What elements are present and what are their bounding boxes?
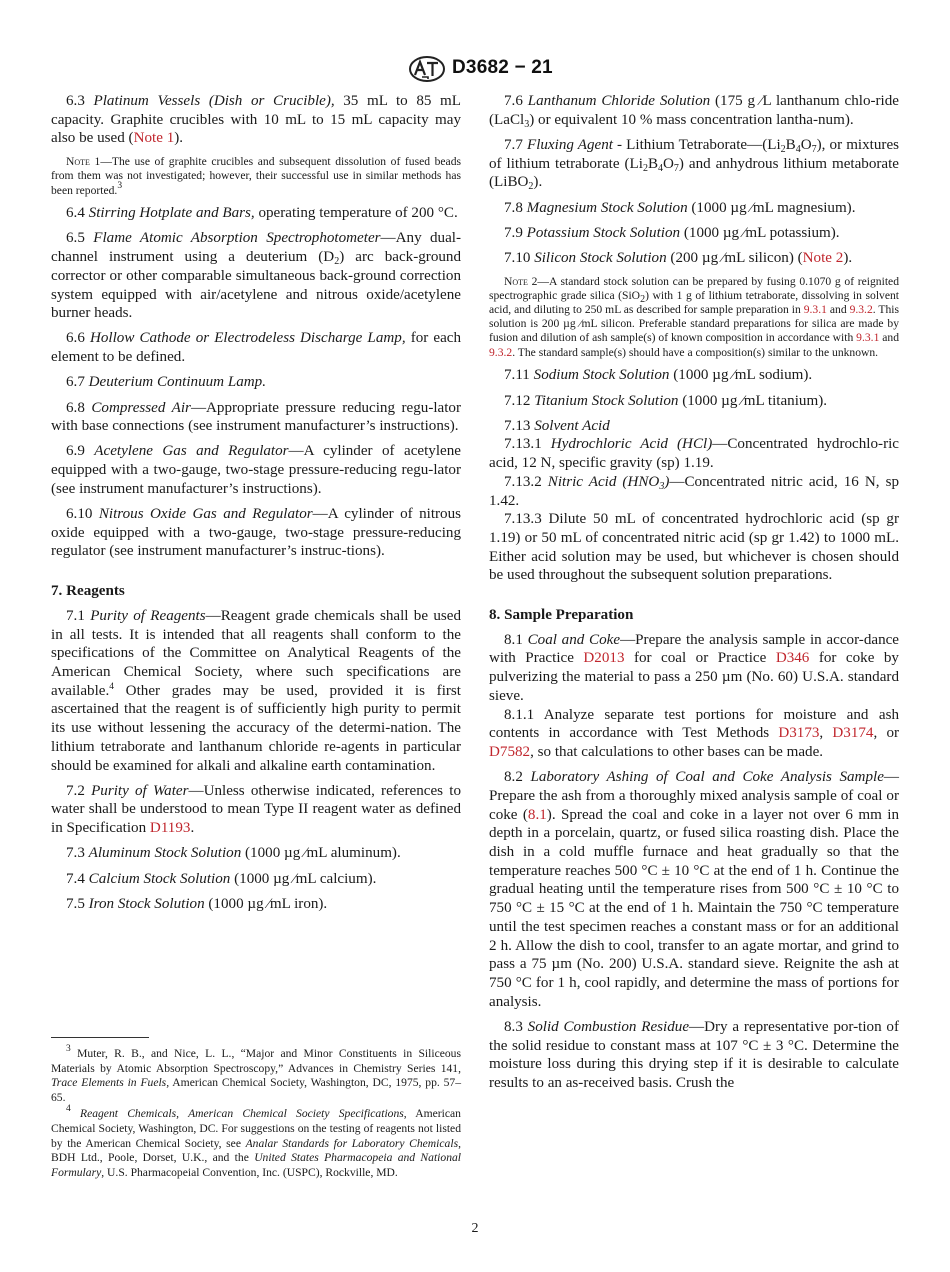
section-7-5: 7.5 Iron Stock Solution (1000 µg ⁄mL iron). [66,895,328,912]
section-7-8: 7.8 Magnesium Stock Solution (1000 µg ⁄mL magnesium). [504,199,856,216]
page-number: 2 [471,1221,479,1236]
section-8-2: 8.2 Laboratory Ashing of Coal and Coke Analysis Sample—Prepare the ash from a thoroughly mixed analysis sample of coal or coke (8.1). Spread the coal and coke in a layer not over 6 mm in depth in a porcelain, quartz, or fused silica roasting dish. Place the dish in a cold muffle furnace and heat gradually so that the temperature reaches 500 °C ± 10 °C at the end of 1 h. Continue the gradual heating until the temperature rises from 500 °C ± 10 °C to 750 °C ± 15 °C at the end of 1 h. Maintain the 750 °C temperature until the test specimen reaches a constant mass or for an additional 2 h. Allow the dish to cool, transfer to an agate mortar, and grind to pass a 75 µm (No. 200) U.S.A. standard sieve. Reignite the ash at 750 °C for 1 h, cool rapidly, and determine the mass of portions for analysis. [489,769,899,1010]
ref-8-1-link[interactable]: 8.1 [527,806,547,823]
section-8-3: 8.3 Solid Combustion Residue—Dry a representative por-tion of the solid residue to constant mass at 107 °C ± 3 °C. Determine the moisture loss during this drying step if it is desirable to calculate results to an as-received basis. Crush the [489,1018,900,1091]
section-6-7: 6.7 Deuterium Continuum Lamp. [66,374,266,391]
ref-9-3-2-link[interactable]: 9.3.2 [849,303,873,317]
section-7-9: 7.9 Potassium Stock Solution (1000 µg ⁄mL potassium). [504,224,840,241]
footnote-3: $^3$ Muter, R. B., and Nice, L. L., “Major and Minor Constituents in Siliceous Materials by Atomic Absorption Spectroscopy,” Advances in Chemistry Series 141, Trace Elements in Fuels, American Chemical Society, Washington, DC, 1975, pp. 57–65. [51,1044,461,1104]
section-7-3: 7.3 Aluminum Stock Solution (1000 µg ⁄mL aluminum). [66,845,401,862]
section-7-13-1: 7.13.1 Hydrochloric Acid (HCl)—Concentrated hydrochlo-ric acid, 12 N, specific gravity (sp) 1.19. [489,436,899,472]
section-7-4: 7.4 Calcium Stock Solution (1000 µg ⁄mL calcium). [66,870,377,887]
section-7-7: 7.7 Fluxing Agent - Lithium $Tetraborate—(Li_2B_4O_7)$, or mixtures of lithium tetraborate $(Li_2B_4O_7)$ and anhydrous lithium metaborate (LiBO$_2$). [489,136,900,193]
footnote-divider [51,1037,149,1038]
section-7-13-3: 7.13.3 Dilute 50 mL of concentrated hydrochloric acid (sp gr 1.19) or 50 mL of concentrated nitric acid (sp gr 1.42) to 1000 mL. Either acid solution may be used, but whichever is chosen should be used throughout the subsequent solution preparations. [489,511,900,584]
section-7-11: 7.11 Sodium Stock Solution (1000 µg ⁄mL sodium). [504,367,813,384]
left-column [51,92,461,913]
d1193-link[interactable]: D1193 [149,820,191,837]
section-6-4: 6.4 Stirring Hotplate and Bars, operating temperature of 200 °C. [66,205,458,222]
section-7-2: 7.2 Purity of Water—Unless otherwise indicated, references to water shall be understood to mean Type II reagent water as defined in Specification D1193. [51,782,461,837]
section-6-8: 6.8 Compressed Air—Appropriate pressure reducing regu-lator with base connections (see instrument manufacturer’s instructions). [51,399,462,435]
section-7-13: 7.13 Solvent Acid [504,417,610,434]
section-6-3: 6.3 Platinum Vessels (Dish or Crucible), 35 mL to 85 mL capacity. Graphite crucibles with 10 mL to 15 mL capacity may also be used (Note 1). [51,93,462,147]
section-6-6: 6.6 Hollow Cathode or Electrodeless Discharge Lamp, for each element to be defined. [51,330,462,366]
section-6-5: 6.5 Flame Atomic Absorption Spectrophotometer—Any dual-channel instrument using a deuterium $(D_2)$ arc back-ground corrector or other comparable simultaneous back-ground correction system equipped with air/acetylene and nitrous oxide/acetylene burner heads. [51,230,462,322]
d7582-link[interactable]: D7582 [489,744,531,760]
section-8-1: 8.1 Coal and Coke—Prepare the analysis sample in accor-dance with Practice D2013 for coal or Practice D346 for coke by pulverizing the material to pass a 250 µm (No. 60) U.S.A. standard sieve. [489,631,900,704]
note-2: Note 2—A standard stock solution can be prepared by fusing 0.1070 g of reignited spectrographic grade silica (SiO$_2$) with 1 g of lithium tetraborate, dissolving in solvent acid, and diluting to 250 mL as described for sample preparation in 9.3.1 and 9.3.2. This solution is 200 µg ⁄mL silicon. Preferable standard preparations for silica are made by fusion and dilution of ash sample(s) of known composition in accordance with 9.3.1 and 9.3.2. The standard sample(s) should have a composition(s) similar to the unknown. [489,274,900,359]
right-column [489,92,899,1093]
d2013-link[interactable]: D2013 [583,650,625,667]
section-7-10: 7.10 Silicon Stock Solution (200 µg ⁄mL silicon) (Note 2). [504,249,853,266]
section-8-1-1: 8.1.1 Analyze separate test portions for moisture and ash contents in accordance with Test Methods D3173, D3174, or D7582, so that calculations to other bases can be made. [489,706,900,760]
ref-9-3-1-link[interactable]: 9.3.1 [856,331,880,345]
section-7-12: 7.12 Titanium Stock Solution (1000 µg ⁄mL titanium). [504,392,828,409]
heading-sample-preparation: 8. Sample Preparation [489,607,634,624]
heading-reagents: 7. Reagents [51,583,125,600]
ref-9-3-2-link[interactable]: 9.3.2 [489,345,513,359]
note-1: Note 1—The use of graphite crucibles and subsequent dissolution of fused beads from them was not investigated; however, their successful use in similar methods has been reported.$^3$ [51,155,461,197]
footnote-4: $^4$ Reagent Chemicals, American Chemical Society Specifications, American Chemical Society, Washington, DC. For suggestions on the testing of reagents not listed by the American Chemical Society, see Analar Standards for Laboratory Chemicals, BDH Ltd., Poole, Dorset, U.K., and the United States Pharmacopeia and National Formulary, U.S. Pharmacopeial Convention, Inc. (USPC), Rockville, MD. [51,1104,462,1179]
section-7-13-2: 7.13.2 Nitric Acid $(HNO_3)—Concentrated$ nitric acid, 16 N, sp 1.42. [489,473,899,509]
document-id: D3682 − 21 [452,57,553,78]
section-6-9: 6.9 Acetylene Gas and Regulator—A cylinder of acetylene equipped with a two-gauge, two-stage pressure-reducing regu-lator (see instrument manufacturer’s instructions). [51,443,461,497]
d346-link[interactable]: D346 [775,650,810,667]
note-1-link[interactable]: Note 1 [133,130,175,147]
note-2-link[interactable]: Note 2 [802,249,844,266]
d3173-link[interactable]: D3173 [778,725,820,742]
section-6-10: 6.10 Nitrous Oxide Gas and Regulator—A cylinder of nitrous oxide equipped with a two-gauge, two-stage pressure-reducing regulator (see instrument manufacturer’s instruc-tions). [51,506,462,560]
ref-9-3-1-link[interactable]: 9.3.1 [803,303,827,317]
d3174-link[interactable]: D3174 [832,725,874,742]
footnotes [51,1044,462,1182]
astm-logo-icon [408,56,446,82]
page-header [0,56,950,86]
section-7-6: 7.6 Lanthanum Chloride Solution (175 g ⁄L lanthanum chlo-ride (LaCl$_3$) or equivalent 10 % mass concentration lantha-num). [489,93,899,130]
section-7-1: 7.1 Purity of Reagents—Reagent grade chemicals shall be used in all tests. It is intended that all reagents shall conform to the specifications of the Committee on Analytical Reagents of the American Chemical Society, where such specifications are available.$^4$ Other grades may be used, provided it is first ascertained that the reagent is of sufficiently high purity to permit its use without lessening the accuracy of the determi-nation. The lithium tetraborate and lanthanum chloride re-agents in particular should be examined for alkali and alkaline earth contamination. [51,607,462,774]
